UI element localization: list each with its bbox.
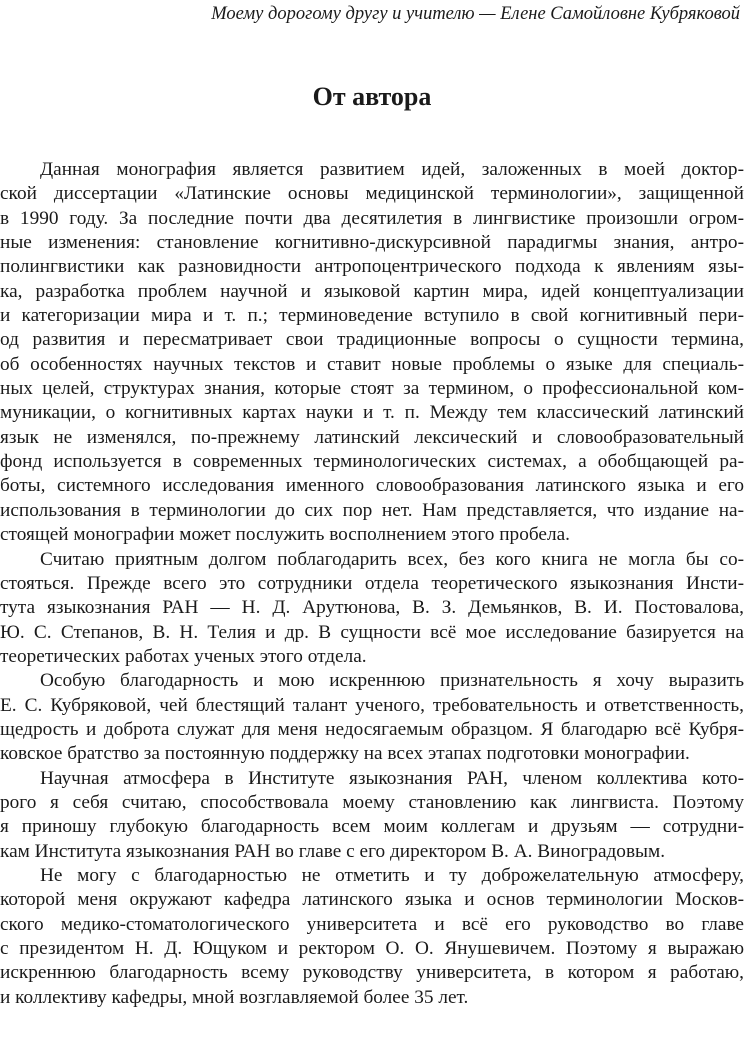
text-line: Научная атмосфера в Институте языкознания РАН, членом коллектива кото- [40,767,744,789]
text-line: кам Института языкознания РАН во главе с его директором В. А. Виноградовым. [0,840,666,862]
text-line: ка, разработка проблем научной и языковой картин мира, идей концептуализации [0,280,744,302]
text-line: стоящей монографии может послужить восполнением этого пробела. [0,524,570,546]
text-line: ковское братство за постоянную поддержку на всех этапах подготовки монографии. [0,743,690,765]
dedication: Моему дорогому другу и учителю — Елене Самойловне Кубряковой [211,4,740,24]
text-line: в 1990 году. За последние почти два десятилетия в лингвистике произошли огром- [0,207,744,229]
paragraph-4 [0,767,744,864]
text-line: об особенностях научных текстов и ставит новые проблемы о языке для специаль- [0,353,744,375]
text-line: искреннюю благодарность всему руководству университета, в котором я работаю, [0,962,744,984]
text-line: полингвистики как разновидности антропоцентрического подхода к явлениям язы- [0,256,744,278]
paragraph-2 [0,548,744,670]
text-line: ской диссертации «Латинские основы медицинской терминологии», защищенной [0,183,744,205]
text-line: муникации, о когнитивных картах науки и т. п. Между тем классический латинский [0,402,744,424]
text-line: рого я себя считаю, способствовала моему становлению как лингвиста. Поэтому [0,791,744,813]
text-line: Е. С. Кубряковой, чей блестящий талант ученого, требовательность и ответственность, [0,694,744,716]
text-line: и коллективу кафедры, мной возглавляемой более 35 лет. [0,986,469,1008]
text-line: язык не изменялся, по-прежнему латинский лексический и словообразовательный [0,426,744,448]
text-line: боты, системного исследования именного словообразования латинского языка и его [0,475,744,497]
text-line: Данная монография является развитием идей, заложенных в моей доктор- [40,159,744,180]
text-line: ных целей, структурах знания, которые стоят за термином, о профессиональной ком- [0,378,744,400]
text-line: тута языкознания РАН — Н. Д. Арутюнова, В. З. Демьянков, В. И. Постовалова, [0,597,744,619]
body-text [0,158,744,1010]
text-line: использования в терминологии до сих пор нет. Нам представляется, что издание на- [0,499,744,521]
text-line: Ю. С. Степанов, В. Н. Телия и др. В сущности всё мое исследование базируется на [0,621,744,643]
text-line: Особую благодарность и мою искреннюю признательность я хочу выразить [40,670,744,692]
text-line: я приношу глубокую благодарность всем моим коллегам и друзьям — сотрудни- [0,816,744,838]
paragraph-3 [0,669,744,766]
text-line: которой меня окружают кафедра латинского языка и основ терминологии Москов- [0,889,744,911]
text-line: Не могу с благодарностью не отметить и ту доброжелательную атмосферу, [40,864,744,886]
text-line: щедрость и доброта служат для меня недосягаемым образцом. Я благодарю всё Кубря- [0,718,744,740]
text-line: с президентом Н. Д. Ющуком и ректором О. О. Янушевичем. Поэтому я выражаю [0,938,744,959]
text-line: фонд используется в современных терминологических системах, а обобщающей ра- [0,451,744,473]
paragraph-5 [0,864,744,1010]
text-line: ского медико-стоматологического университета и всё его руководство во главе [0,913,744,935]
text-line: ные изменения: становление когнитивно-дискурсивной парадигмы знания, антро- [0,232,744,254]
text-line: стояться. Прежде всего это сотрудники отдела теоретического языкознания Инсти- [0,572,744,594]
text-line: Считаю приятным долгом поблагодарить всех, без кого книга не могла бы со- [40,548,744,570]
text-line: и категоризации мира и т. п.; терминоведение вступило в свой когнитивный пери- [0,305,744,327]
paragraph-1 [0,158,744,548]
text-line: од развития и пересматривает свои традиционные вопросы о сущности термина, [0,329,744,351]
text-line: теоретических работах ученых этого отдела. [0,645,367,667]
chapter-heading: От автора [312,82,432,111]
